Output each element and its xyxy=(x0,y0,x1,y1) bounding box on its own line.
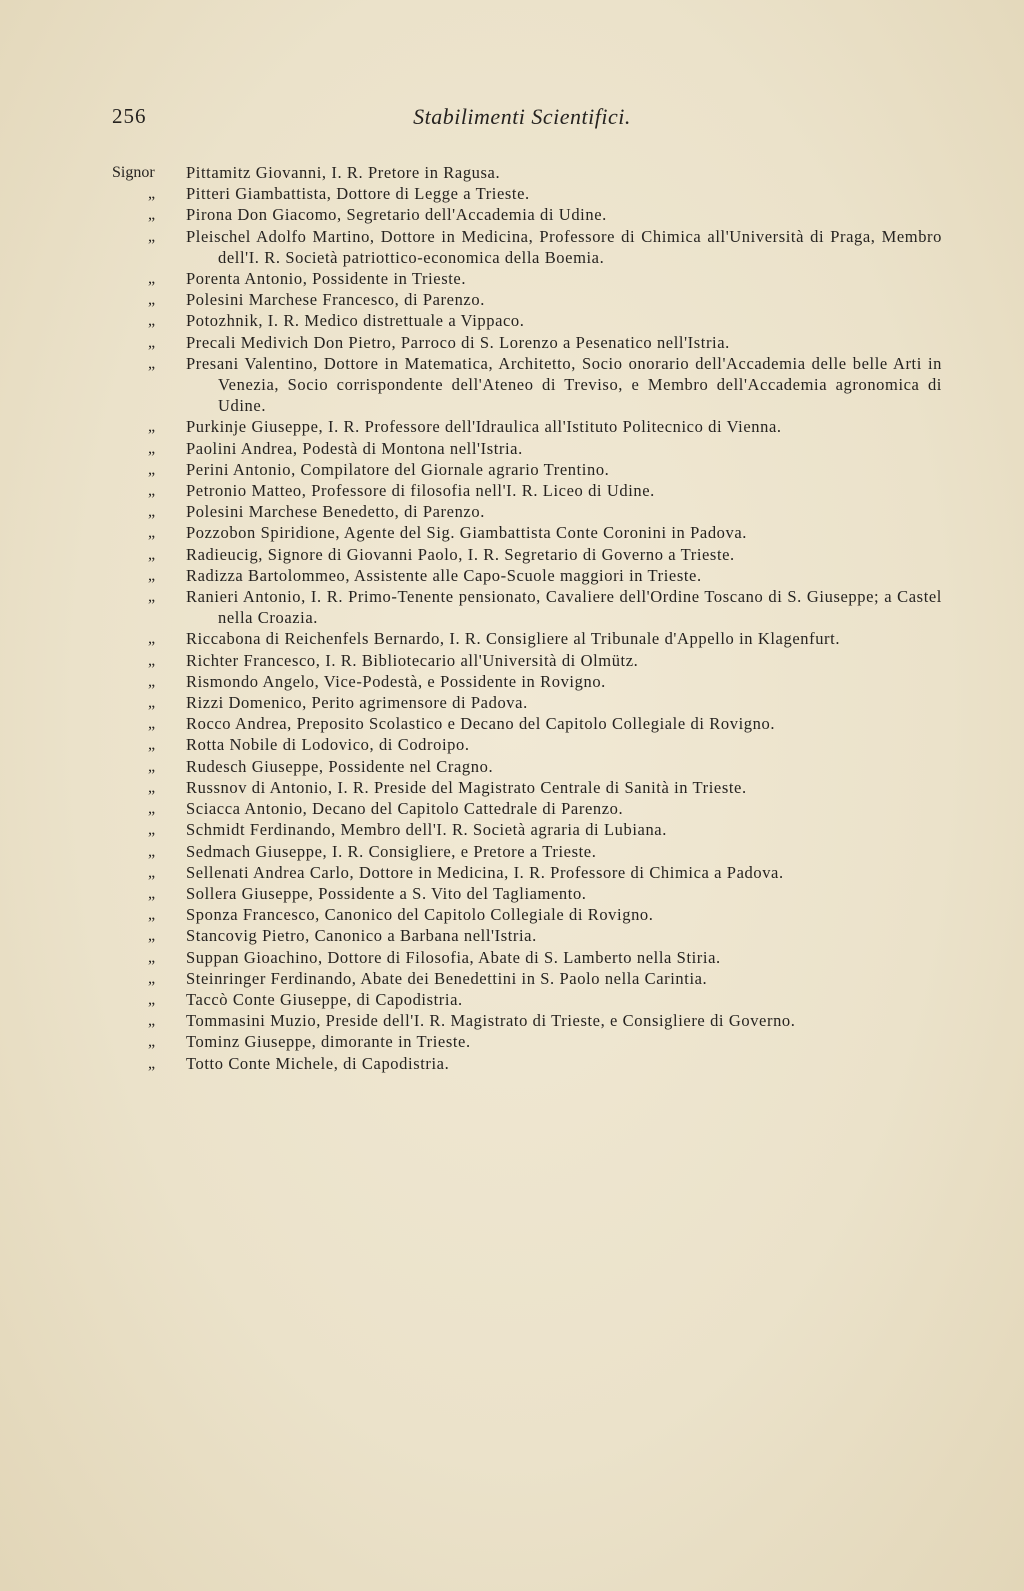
ditto-mark: „ xyxy=(148,545,156,563)
list-item xyxy=(112,586,942,628)
entry-text: Purkinje Giuseppe, I. R. Professore dell'Idraulica all'Istituto Politecnico di Vienna. xyxy=(186,417,782,437)
list-item xyxy=(112,204,942,225)
list-item xyxy=(112,544,942,565)
list-item xyxy=(112,501,942,522)
list-item xyxy=(112,734,942,755)
ditto-mark: „ xyxy=(148,354,156,372)
entry-text: Rizzi Domenico, Perito agrimensore di Padova. xyxy=(186,693,528,713)
ditto-mark: „ xyxy=(148,715,156,733)
ditto-mark: „ xyxy=(148,291,156,309)
entry-text: Taccò Conte Giuseppe, di Capodistria. xyxy=(186,989,463,1009)
ditto-mark: „ xyxy=(148,566,156,584)
ditto-mark: „ xyxy=(148,227,156,245)
entry-text: Riccabona di Reichenfels Bernardo, I. R. Consigliere al Tribunale d'Appello in Klagenfurt. xyxy=(186,629,841,649)
entry-text: Stancovig Pietro, Canonico a Barbana nell'Istria. xyxy=(186,926,537,946)
ditto-mark: „ xyxy=(148,439,156,457)
member-list xyxy=(112,162,942,1074)
ditto-mark: „ xyxy=(148,482,156,500)
ditto-mark: „ xyxy=(148,800,156,818)
list-item xyxy=(112,650,942,671)
list-item xyxy=(112,904,942,925)
list-item xyxy=(112,883,942,904)
list-item xyxy=(112,628,942,649)
list-item xyxy=(112,416,942,437)
entry-text: Rudesch Giuseppe, Possidente nel Cragno. xyxy=(186,756,494,776)
entry-text: Steinringer Ferdinando, Abate dei Benedettini in S. Paolo nella Carintia. xyxy=(186,968,708,988)
list-item xyxy=(112,162,942,183)
entry-text: Pozzobon Spiridione, Agente del Sig. Giambattista Conte Coronini in Padova. xyxy=(186,523,748,543)
ditto-mark: „ xyxy=(148,969,156,987)
entry-text: Pleischel Adolfo Martino, Dottore in Medicina, Professore di Chimica all'Università di Praga, Membro dell'I. R. Società patriottico-economica della Boemia. xyxy=(186,226,942,267)
page-header xyxy=(112,104,932,132)
entry-text: Pirona Don Giacomo, Segretario dell'Accademia di Udine. xyxy=(186,205,607,225)
entry-text: Sellenati Andrea Carlo, Dottore in Medicina, I. R. Professore di Chimica a Padova. xyxy=(186,862,784,882)
ditto-mark: „ xyxy=(148,842,156,860)
list-item xyxy=(112,713,942,734)
entry-text: Radizza Bartolommeo, Assistente alle Capo-Scuole maggiori in Trieste. xyxy=(186,565,702,585)
ditto-mark: „ xyxy=(148,863,156,881)
entry-text: Suppan Gioachino, Dottore di Filosofia, Abate di S. Lamberto nella Stiria. xyxy=(186,947,721,967)
list-item xyxy=(112,692,942,713)
entry-text: Potozhnik, I. R. Medico distrettuale a Vippaco. xyxy=(186,311,525,331)
entry-text: Pitteri Giambattista, Dottore di Legge a Trieste. xyxy=(186,184,530,204)
list-item xyxy=(112,798,942,819)
entry-text: Paolini Andrea, Podestà di Montona nell'Istria. xyxy=(186,438,523,458)
list-item xyxy=(112,819,942,840)
ditto-mark: „ xyxy=(148,757,156,775)
list-item xyxy=(112,925,942,946)
running-title: Stabilimenti Scientifici. xyxy=(413,104,631,129)
ditto-mark: „ xyxy=(148,588,156,606)
ditto-mark: „ xyxy=(148,1054,156,1072)
list-item xyxy=(112,1010,942,1031)
entry-text: Precali Medivich Don Pietro, Parroco di S. Lorenzo a Pesenatico nell'Istria. xyxy=(186,332,730,352)
entry-text: Presani Valentino, Dottore in Matematica, Architetto, Socio onorario dell'Accademia delle belle Arti in Venezia, Socio corrispondente dell'Ateneo di Treviso, e Membro dell'Accademia agronomica di Udine. xyxy=(186,353,942,416)
ditto-mark: „ xyxy=(148,185,156,203)
ditto-mark: „ xyxy=(148,312,156,330)
entry-text: Polesini Marchese Francesco, di Parenzo. xyxy=(186,290,485,310)
entry-text: Petronio Matteo, Professore di filosofia nell'I. R. Liceo di Udine. xyxy=(186,481,655,501)
ditto-mark: „ xyxy=(148,270,156,288)
entry-text: Russnov di Antonio, I. R. Preside del Magistrato Centrale di Sanità in Trieste. xyxy=(186,777,747,797)
ditto-mark: „ xyxy=(148,503,156,521)
entry-text: Polesini Marchese Benedetto, di Parenzo. xyxy=(186,502,485,522)
list-item xyxy=(112,438,942,459)
list-item xyxy=(112,480,942,501)
entry-text: Tommasini Muzio, Preside dell'I. R. Magistrato di Trieste, e Consigliere di Governo. xyxy=(186,1011,796,1031)
entry-text: Porenta Antonio, Possidente in Trieste. xyxy=(186,269,467,289)
entry-title-marker: Signor xyxy=(112,164,155,181)
entry-text: Tominz Giuseppe, dimorante in Trieste. xyxy=(186,1032,471,1052)
ditto-mark: „ xyxy=(148,778,156,796)
list-item xyxy=(112,289,942,310)
entry-text: Rismondo Angelo, Vice-Podestà, e Possidente in Rovigno. xyxy=(186,671,606,691)
ditto-mark: „ xyxy=(148,821,156,839)
ditto-mark: „ xyxy=(148,672,156,690)
entry-text: Richter Francesco, I. R. Bibliotecario all'Università di Olmütz. xyxy=(186,650,639,670)
ditto-mark: „ xyxy=(148,206,156,224)
list-item xyxy=(112,332,942,353)
entry-text: Radieucig, Signore di Giovanni Paolo, I. R. Segretario di Governo a Trieste. xyxy=(186,544,735,564)
ditto-mark: „ xyxy=(148,651,156,669)
entry-text: Sciacca Antonio, Decano del Capitolo Cattedrale di Parenzo. xyxy=(186,799,624,819)
ditto-mark: „ xyxy=(148,948,156,966)
entry-text: Ranieri Antonio, I. R. Primo-Tenente pensionato, Cavaliere dell'Ordine Toscano di S. Giuseppe; a Castel nella Croazia. xyxy=(186,587,942,628)
page-number: 256 xyxy=(112,104,147,128)
list-item xyxy=(112,989,942,1010)
list-item xyxy=(112,947,942,968)
ditto-mark: „ xyxy=(148,333,156,351)
entry-text: Schmidt Ferdinando, Membro dell'I. R. Società agraria di Lubiana. xyxy=(186,820,667,840)
list-item xyxy=(112,268,942,289)
list-item xyxy=(112,968,942,989)
ditto-mark: „ xyxy=(148,906,156,924)
entry-text: Sponza Francesco, Canonico del Capitolo Collegiale di Rovigno. xyxy=(186,905,654,925)
list-item xyxy=(112,777,942,798)
ditto-mark: „ xyxy=(148,694,156,712)
list-item xyxy=(112,183,942,204)
entry-text: Rocco Andrea, Preposito Scolastico e Decano del Capitolo Collegiale di Rovigno. xyxy=(186,714,776,734)
list-item xyxy=(112,671,942,692)
entry-text: Pittamitz Giovanni, I. R. Pretore in Ragusa. xyxy=(186,163,501,182)
ditto-mark: „ xyxy=(148,1012,156,1030)
ditto-mark: „ xyxy=(148,736,156,754)
list-item xyxy=(112,522,942,543)
ditto-mark: „ xyxy=(148,884,156,902)
list-item xyxy=(112,1031,942,1052)
list-item xyxy=(112,756,942,777)
list-item xyxy=(112,310,942,331)
entry-text: Perini Antonio, Compilatore del Giornale agrario Trentino. xyxy=(186,459,610,479)
ditto-mark: „ xyxy=(148,1033,156,1051)
list-item xyxy=(112,565,942,586)
ditto-mark: „ xyxy=(148,460,156,478)
list-item xyxy=(112,459,942,480)
entry-text: Totto Conte Michele, di Capodistria. xyxy=(186,1053,450,1073)
list-item xyxy=(112,841,942,862)
entry-text: Rotta Nobile di Lodovico, di Codroipo. xyxy=(186,735,470,755)
list-item xyxy=(112,226,942,268)
list-item xyxy=(112,1053,942,1074)
ditto-mark: „ xyxy=(148,418,156,436)
entry-text: Sedmach Giuseppe, I. R. Consigliere, e Pretore a Trieste. xyxy=(186,841,597,861)
ditto-mark: „ xyxy=(148,990,156,1008)
list-item xyxy=(112,862,942,883)
list-item xyxy=(112,353,942,417)
ditto-mark: „ xyxy=(148,927,156,945)
entry-text: Sollera Giuseppe, Possidente a S. Vito del Tagliamento. xyxy=(186,883,587,903)
ditto-mark: „ xyxy=(148,630,156,648)
ditto-mark: „ xyxy=(148,524,156,542)
